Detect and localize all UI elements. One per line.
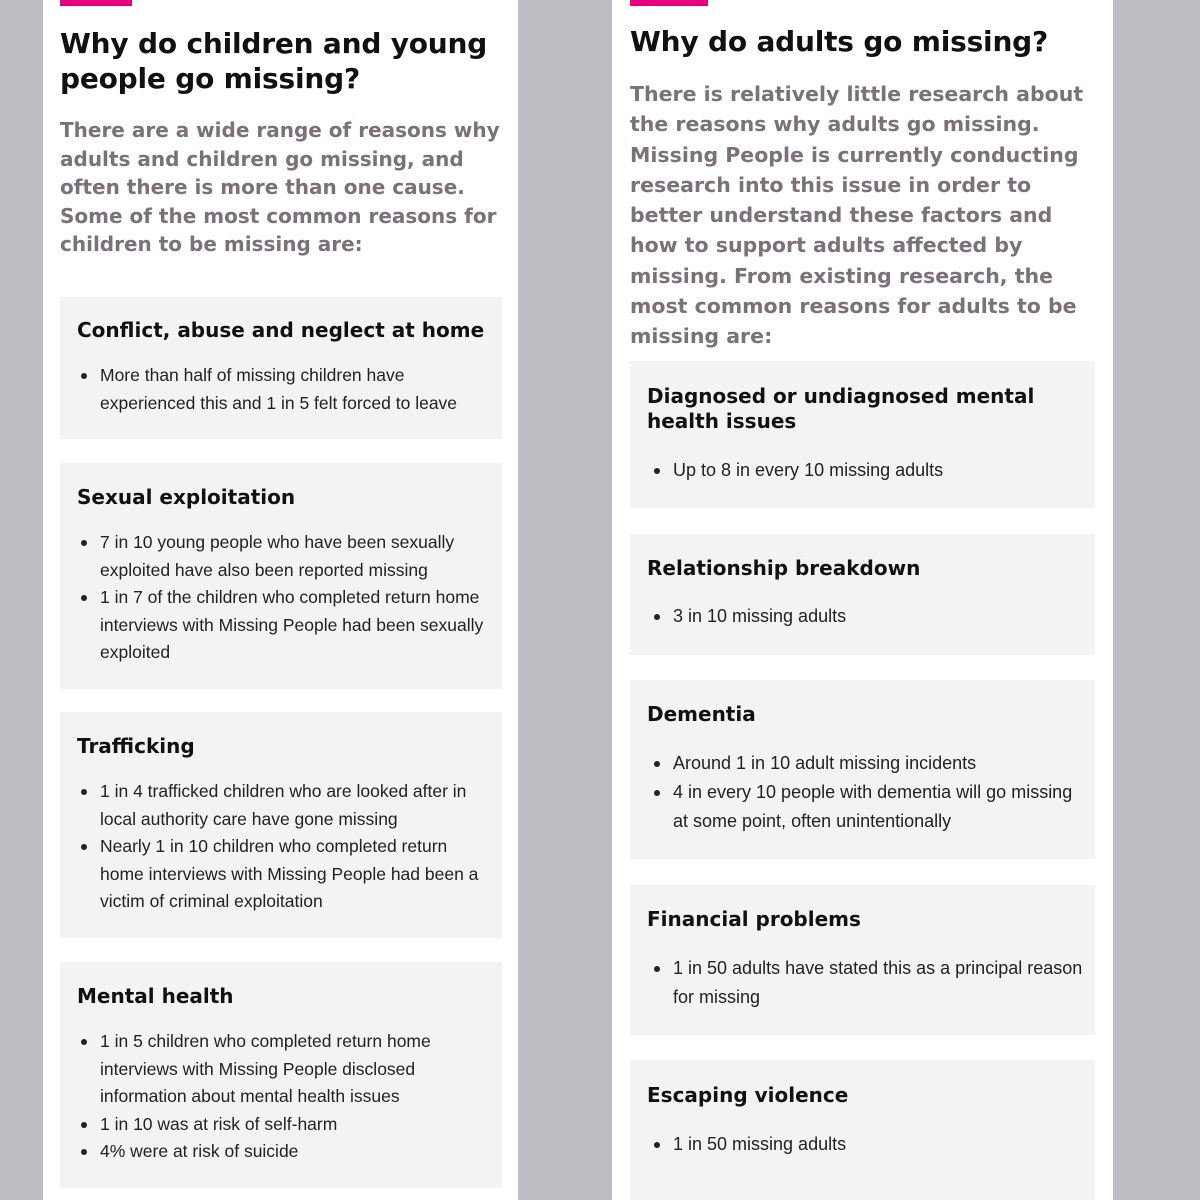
card-title: Conflict, abuse and neglect at home (77, 318, 485, 342)
reason-card-sexual-exploitation (60, 463, 502, 689)
accent-bar (630, 0, 708, 6)
bullet-item: 4% were at risk of suicide (77, 1138, 494, 1166)
children-heading: Why do children and young people go missing? (60, 27, 488, 95)
adults-heading: Why do adults go missing? (630, 25, 1049, 58)
card-bullets (77, 362, 494, 417)
card-bullets (77, 1028, 494, 1166)
card-title: Mental health (77, 984, 234, 1008)
reason-card-mental-health-issues (630, 361, 1095, 508)
reason-card-financial (630, 885, 1095, 1035)
bullet-item: 1 in 7 of the children who completed return home interviews with Missing People had been sexually exploited (77, 584, 494, 667)
reason-card-relationship (630, 534, 1095, 655)
adults-panel (612, 0, 1113, 1200)
bullet-item: 1 in 50 missing adults (650, 1130, 1087, 1159)
bullet-item: 1 in 5 children who completed return home interviews with Missing People disclosed information about mental health issues (77, 1028, 494, 1111)
card-bullets (650, 456, 1087, 485)
card-bullets (650, 1130, 1087, 1159)
reason-card-dementia (630, 680, 1095, 859)
children-panel (43, 0, 518, 1200)
bullet-item: 7 in 10 young people who have been sexually exploited have also been reported missing (77, 529, 494, 584)
bullet-item: 1 in 4 trafficked children who are looked after in local authority care have gone missing (77, 778, 494, 833)
card-title: Escaping violence (647, 1083, 849, 1107)
card-bullets (650, 602, 1087, 631)
card-title: Sexual exploitation (77, 485, 296, 509)
children-intro: There are a wide range of reasons why adults and children go missing, and often there is more than one cause. Some of the most common reasons for children to be missing are: (60, 118, 500, 257)
reason-card-conflict (60, 297, 502, 439)
card-title: Trafficking (77, 734, 195, 758)
reason-card-trafficking (60, 712, 502, 938)
card-title: Diagnosed or undiagnosed mental health issues (647, 384, 1035, 433)
bullet-item: Up to 8 in every 10 missing adults (650, 456, 1087, 485)
bullet-item: 3 in 10 missing adults (650, 602, 1087, 631)
bullet-item: More than half of missing children have experienced this and 1 in 5 felt forced to leave (77, 362, 494, 417)
accent-bar (60, 0, 132, 6)
reason-card-violence (630, 1060, 1095, 1200)
bullet-item: 4 in every 10 people with dementia will go missing at some point, often unintentionally (650, 778, 1087, 836)
bullet-item: Nearly 1 in 10 children who completed return home interviews with Missing People had been a victim of criminal exploitation (77, 833, 494, 916)
card-bullets (650, 749, 1087, 836)
card-title: Dementia (647, 702, 756, 726)
card-bullets (650, 954, 1087, 1012)
card-title: Relationship breakdown (647, 556, 921, 580)
adults-intro: There is relatively little research about the reasons why adults go missing. Missing People is currently conducting research into this issue in order to better understand these factors and how to support adults affected by missing. From existing research, the most common reasons for adults to be missing are: (630, 82, 1084, 349)
bullet-item: Around 1 in 10 adult missing incidents (650, 749, 1087, 778)
card-bullets (77, 529, 494, 667)
reason-card-mental-health (60, 962, 502, 1188)
card-bullets (77, 778, 494, 916)
bullet-item: 1 in 10 was at risk of self-harm (77, 1111, 494, 1139)
card-title: Financial problems (647, 907, 861, 931)
bullet-item: 1 in 50 adults have stated this as a principal reason for missing (650, 954, 1087, 1012)
